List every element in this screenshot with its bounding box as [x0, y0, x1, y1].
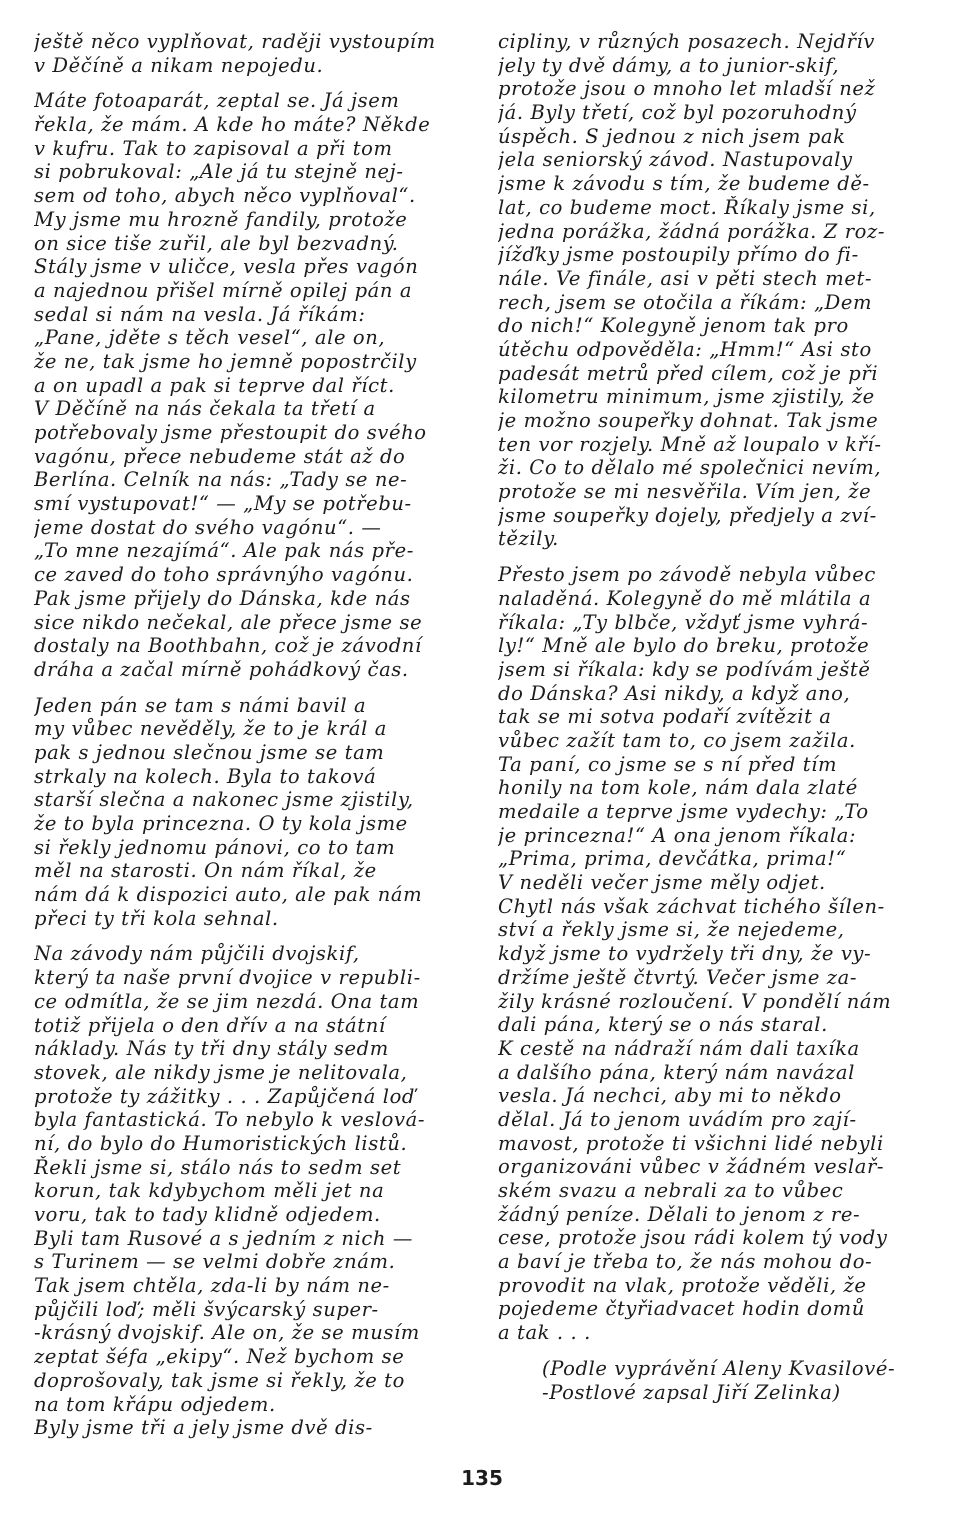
- text-line: Jeden pán se tam s námi bavil a: [34, 693, 367, 717]
- paragraph-gap: [34, 77, 474, 89]
- text-line: si řekly jednomu pánovi, co to tam: [34, 835, 396, 859]
- text-line: je možno soupeřky dohnat. Tak jsme: [498, 409, 879, 432]
- text-line: a dalšího pána, který nám navázal: [498, 1060, 855, 1084]
- text-line: Tak jsem chtěla, zda-li by nám ne-: [34, 1274, 390, 1298]
- text-line: rech, jsem se otočila a říkám: „Dem: [498, 290, 873, 314]
- text-line: My jsme mu hrozně fandily, protože: [34, 207, 408, 231]
- text-line: V neděli večer jsme měly odjet.: [498, 871, 826, 895]
- text-line: Přesto jsem po závodě nebyla vůbec: [498, 563, 876, 587]
- paragraph-gap: [498, 551, 938, 563]
- text-line: dráha a začal mírně pohádkový čas.: [34, 657, 409, 681]
- text-line: dostaly na Boothbahn, což je závodní: [34, 634, 422, 658]
- paragraph-gap: [498, 1345, 938, 1357]
- text-line: úspěch. S jednou z nich jsem pak: [498, 124, 846, 148]
- text-line: Ta paní, co jsme se s ní před tím: [498, 752, 838, 776]
- text-line: jedna porážka, žádná porážka. Z roz-: [498, 219, 886, 243]
- text-line: a tak . . .: [498, 1321, 591, 1345]
- text-line: půjčili loď; měli švýcarský super-: [34, 1297, 379, 1321]
- text-line: řekla, že mám. A kde ho máte? Někde: [34, 113, 431, 137]
- text-line: jela seniorský závod. Nastupovaly: [498, 148, 853, 172]
- signature-line: -Postlové zapsal Jiří Zelinka): [542, 1380, 841, 1404]
- paragraph-gap: [34, 930, 474, 942]
- text-line: tězily.: [498, 527, 559, 551]
- text-line: ní, do bylo do Humoristických listů.: [34, 1131, 408, 1155]
- text-line: Na závody nám půjčili dvojskif,: [34, 942, 360, 966]
- text-line: když jsme to vydržely tři dny, že vy-: [498, 942, 872, 966]
- text-line: je princezna!“ A ona jenom říkala:: [498, 823, 857, 847]
- text-line: ži. Co to dělalo mé společnici nevím,: [498, 456, 882, 480]
- text-line: Byli tam Rusové a s jedním z nich —: [34, 1226, 413, 1250]
- text-line: „Prima, prima, devčátka, prima!“: [498, 847, 847, 871]
- text-line: totiž přijela o den dřív a na státní: [34, 1013, 386, 1037]
- text-line: Byly jsme tři a jely jsme dvě dis-: [34, 1416, 373, 1440]
- text-line: držíme ještě čtvrtý. Večer jsme za-: [498, 965, 858, 989]
- text-line: vesla. Já nechci, aby mi to někdo: [498, 1084, 842, 1108]
- text-line: do Dánska? Asi nikdy, a když ano,: [498, 681, 851, 705]
- text-line: my vůbec nevěděly, že to je král a: [34, 717, 387, 741]
- text-line: a baví je třeba to, že nás mohou do-: [498, 1250, 873, 1274]
- text-line: kilometru minimum, jsme zjistily, že: [498, 385, 875, 409]
- text-line: sice nikdo nečekal, ale přece jsme se: [34, 610, 423, 634]
- text-line: ten vor rozjely. Mně až loupalo v kří-: [498, 432, 882, 456]
- text-line: ly!“ Mně ale bylo do breku, protože: [498, 634, 870, 658]
- text-line: pak s jednou slečnou jsme se tam: [34, 740, 385, 764]
- text-line: ce zaved do toho správnýho vagónu.: [34, 563, 414, 587]
- text-line: naladěná. Kolegyně do mě mlátila a: [498, 586, 872, 610]
- signature-line: (Podle vyprávění Aleny Kvasilové-: [542, 1356, 896, 1380]
- text-line: pojedeme čtyřiadvacet hodin domů: [498, 1297, 865, 1321]
- text-line: byla fantastická. To nebylo k veslová-: [34, 1108, 426, 1132]
- text-line: cese, protože jsou rádi kolem tý vody: [498, 1226, 888, 1250]
- text-line: smí vystupovat!“ — „My se potřebu-: [34, 492, 412, 516]
- text-line: jeme dostat do svého vagónu“. —: [34, 515, 382, 539]
- text-line: „To mne nezajímá“. Ale pak nás pře-: [34, 539, 414, 563]
- text-line: do nich!“ Kolegyně jenom tak pro: [498, 314, 849, 338]
- text-line: ještě něco vyplňovat, raději vystoupím: [34, 30, 436, 53]
- text-line: starší slečna a nakonec jsme zjistily,: [34, 788, 414, 812]
- text-line: říkala: „Ty blbče, vždyť jsme vyhrá-: [498, 610, 869, 634]
- text-line: ství a řekly jsme si, že nejedeme,: [498, 918, 845, 942]
- text-line: útěchu odpověděla: „Hmm!“ Asi sto: [498, 337, 872, 361]
- text-line: honily na tom kole, nám dala zlaté: [498, 776, 858, 800]
- text-line: Stály jsme v uličce, vesla přes vagón: [34, 255, 419, 279]
- text-line: Pak jsme přijely do Dánska, kde nás: [34, 586, 411, 610]
- text-line: dělal. Já to jenom uvádím pro zají-: [498, 1107, 857, 1131]
- text-line: Řekli jsme si, stálo nás to sedm set: [34, 1155, 402, 1179]
- text-line: korun, tak kdybychom měli jet na: [34, 1179, 385, 1203]
- text-line: že ne, tak jsme ho jemně popostrčily: [34, 349, 417, 373]
- text-line: K cestě na nádraží nám dali taxíka: [498, 1036, 860, 1060]
- text-line: padesát metrů před cílem, což je při: [498, 361, 879, 385]
- text-line: vůbec zažít tam to, co jsem zažila.: [498, 728, 856, 752]
- text-line: ce odmítla, že se jim nezdá. Ona tam: [34, 989, 420, 1013]
- right-column: [498, 30, 938, 1404]
- text-line: na tom křápu odjedem.: [34, 1392, 276, 1416]
- text-line: protože jsou o mnoho let mladší než: [498, 77, 876, 101]
- text-line: Máte fotoaparát, zeptal se. Já jsem: [34, 89, 400, 113]
- text-line: já. Byly třetí, což byl pozoruhodný: [498, 101, 857, 125]
- text-line: a najednou přišel mírně opilej pán a: [34, 278, 413, 302]
- text-line: jsem si říkala: kdy se podívám ještě: [498, 657, 871, 681]
- text-line: mavost, protože ti všichni lidé nebyli: [498, 1131, 884, 1155]
- text-line: v kufru. Tak to zapisoval a při tom: [34, 136, 393, 160]
- text-line: medaile a teprve jsme vydechy: „To: [498, 800, 869, 823]
- text-line: náklady. Nás ty tři dny stály sedm: [34, 1037, 389, 1061]
- text-line: měl na starosti. On nám říkal, že: [34, 859, 377, 883]
- text-line: ském svazu a nebrali za to vůbec: [498, 1179, 844, 1202]
- text-line: že to byla princezna. O ty kola jsme: [34, 812, 408, 835]
- text-line: protože se mi nesvěřila. Vím jen, že: [498, 480, 872, 504]
- text-line: žádný peníze. Dělali to jenom z re-: [498, 1202, 861, 1226]
- text-line: -krásný dvojskif. Ale on, že se musím: [34, 1321, 420, 1345]
- text-line: tak se mi sotva podaří zvítězit a: [498, 705, 832, 729]
- text-line: jsme k závodu s tím, že budeme dě-: [498, 172, 870, 196]
- text-line: zeptat šéfa „ekipy“. Než bychom se: [34, 1345, 405, 1369]
- text-line: si pobrukoval: „Ale já tu stejně nej-: [34, 160, 404, 184]
- text-line: jížďky jsme postoupily přímo do fi-: [498, 243, 859, 267]
- text-line: jsme soupeřky dojely, předjely a zví-: [498, 503, 877, 527]
- text-line: sedal si nám na vesla. Já říkám:: [34, 302, 366, 326]
- text-line: a on upadl a pak si teprve dal říct.: [34, 373, 395, 397]
- text-line: jely ty dvě dámy, a to junior-skif,: [498, 53, 840, 77]
- left-column: [34, 30, 474, 1440]
- text-line: který ta naše první dvojice v republi-: [34, 966, 421, 990]
- page-number: 135: [461, 1466, 503, 1490]
- text-line: s Turinem — se velmi dobře znám.: [34, 1250, 396, 1274]
- text-line: sem od toho, abych něco vyplňoval“.: [34, 184, 416, 208]
- text-line: vagónu, přece nebudeme stát až do: [34, 444, 406, 468]
- text-line: žily krásné rozloučení. V pondělí nám: [498, 989, 892, 1013]
- paragraph-gap: [34, 682, 474, 694]
- text-line: strkaly na kolech. Byla to taková: [34, 764, 377, 788]
- text-line: Berlína. Celník na nás: „Tady se ne-: [34, 468, 408, 492]
- text-line: dali pána, který se o nás staral.: [498, 1013, 828, 1037]
- text-line: on sice tiše zuřil, ale byl bezvadný.: [34, 231, 399, 255]
- text-line: organizováni vůbec v žádném veslař-: [498, 1155, 885, 1179]
- text-line: přeci ty tři kola sehnal.: [34, 906, 279, 930]
- text-line: v Děčíně a nikam nepojedu.: [34, 53, 324, 77]
- text-line: voru, tak to tady klidně odjedem.: [34, 1203, 381, 1226]
- text-line: provodit na vlak, protože věděli, že: [498, 1273, 867, 1297]
- text-line: Chytl nás však záchvat tichého šílen-: [498, 894, 885, 918]
- text-line: nám dá k dispozici auto, ale pak nám: [34, 883, 423, 907]
- text-line: nále. Ve finále, asi v pěti stech met-: [498, 266, 873, 290]
- text-line: cipliny, v různých posazech. Nejdřív: [498, 30, 875, 53]
- text-line: lat, co budeme moct. Říkaly jsme si,: [498, 195, 876, 219]
- text-line: potřebovaly jsme přestoupit do svého: [34, 421, 427, 444]
- text-line: protože ty zážitky . . . Zapůjčená loď: [34, 1084, 416, 1108]
- text-line: stovek, ale nikdy jsme je nelitovala,: [34, 1060, 408, 1084]
- text-line: „Pane, jděte s těch vesel“, ale on,: [34, 326, 386, 350]
- text-line: V Děčíně na nás čekala ta třetí a: [34, 397, 376, 421]
- text-line: doprošovaly, tak jsme si řekly, že to: [34, 1368, 405, 1392]
